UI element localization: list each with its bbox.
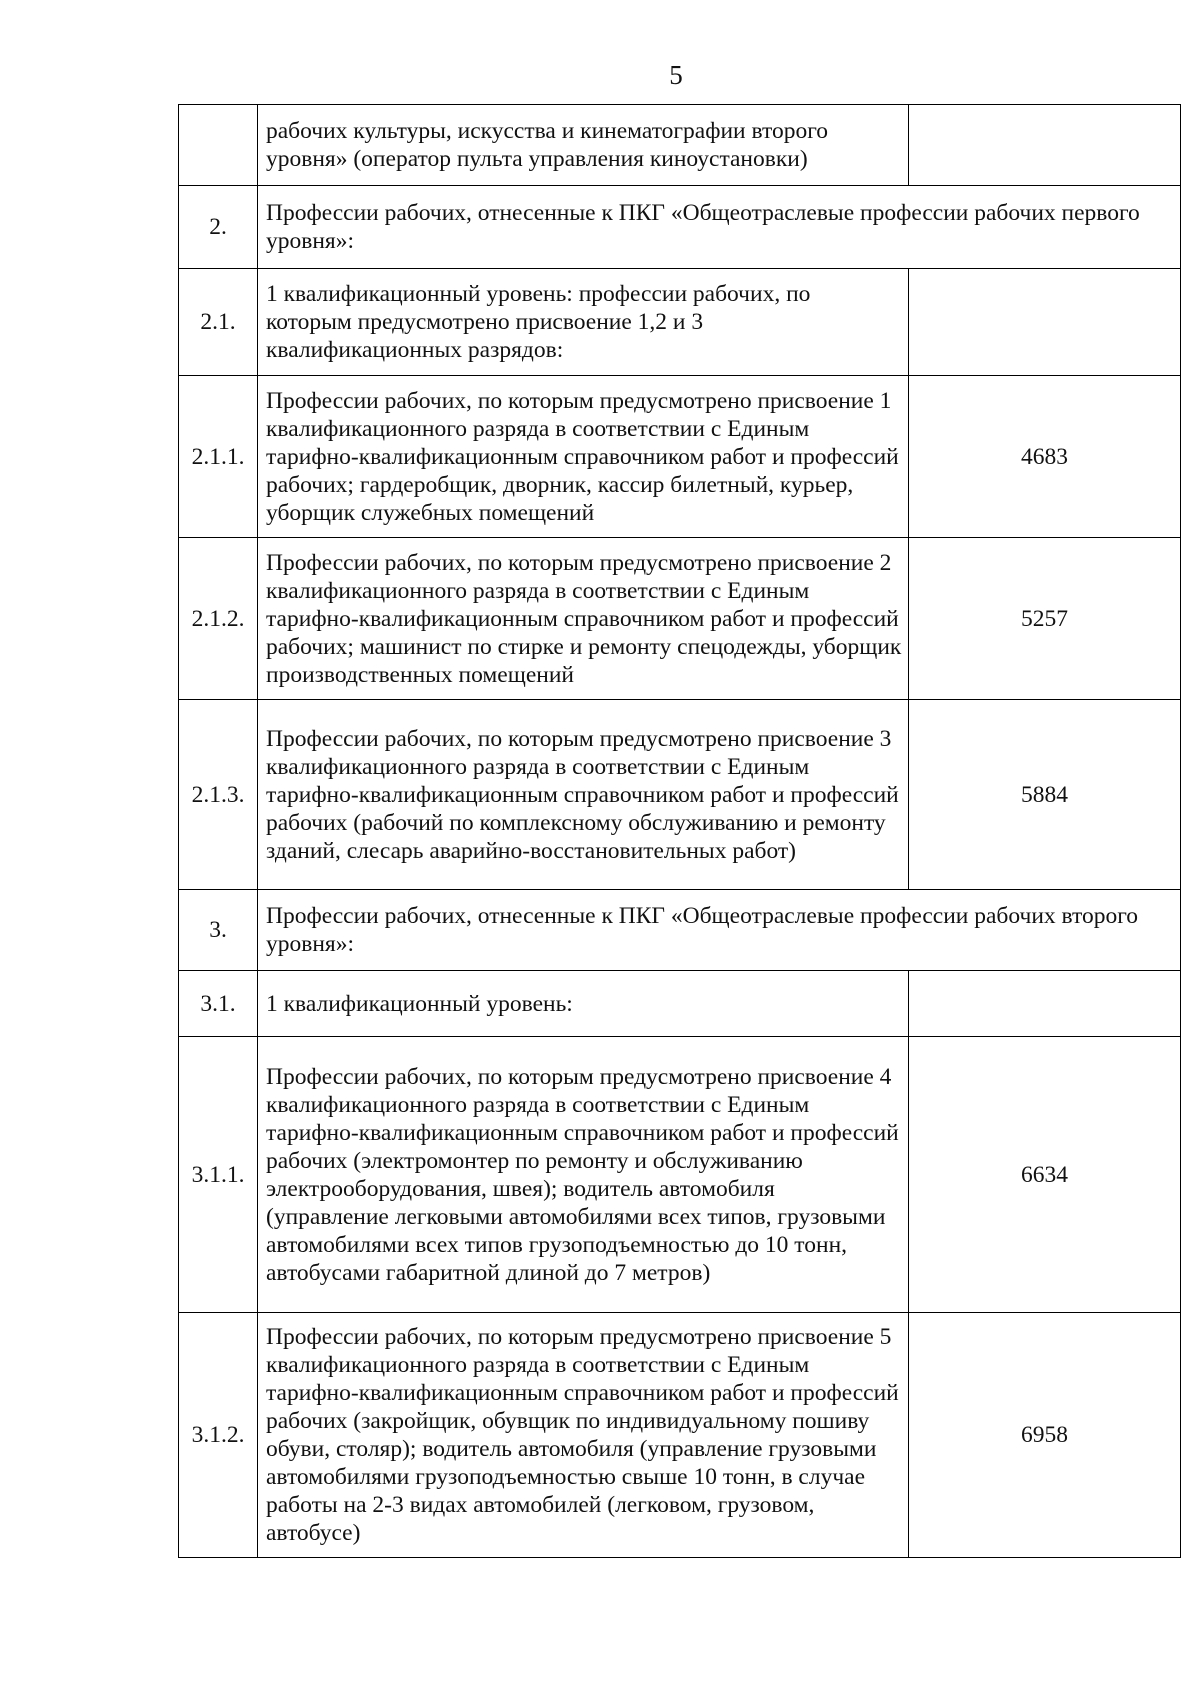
row-number: 3.1.1. bbox=[179, 1037, 258, 1313]
row-number: 2. bbox=[179, 186, 258, 269]
table-row bbox=[179, 376, 1181, 538]
row-description: Профессии рабочих, по которым предусмотрено присвоение 5 квалификационного разряда в соответствии с Единым тарифно-квалификационным справочником работ и профессий рабочих (закройщик, обувщик по индивидуальному пошиву обуви, столяр); водитель автомобиля (управление грузовыми автомобилями грузоподъемностью свыше 10 тонн, в случае работы на 2-3 видах автомобилей (легковом, грузовом, автобусе) bbox=[258, 1313, 909, 1558]
table-row bbox=[179, 890, 1181, 971]
salary-table bbox=[178, 104, 1181, 1558]
row-description: Профессии рабочих, по которым предусмотрено присвоение 1 квалификационного разряда в соответствии с Единым тарифно-квалификационным справочником работ и профессий рабочих; гардеробщик, дворник, кассир билетный, курьер, уборщик служебных помещений bbox=[258, 376, 909, 538]
table-row bbox=[179, 700, 1181, 890]
table-row bbox=[179, 269, 1181, 376]
row-description: Профессии рабочих, по которым предусмотрено присвоение 2 квалификационного разряда в соответствии с Единым тарифно-квалификационным справочником работ и профессий рабочих; машинист по стирке и ремонту спецодежды, уборщик производственных помещений bbox=[258, 538, 909, 700]
row-number: 2.1.2. bbox=[179, 538, 258, 700]
row-description: рабочих культуры, искусства и кинематографии второго уровня» (оператор пульта управления киноустановки) bbox=[258, 105, 909, 186]
row-description: Профессии рабочих, отнесенные к ПКГ «Общеотраслевые профессии рабочих второго уровня»: bbox=[258, 890, 1181, 971]
row-description: Профессии рабочих, отнесенные к ПКГ «Общеотраслевые профессии рабочих первого уровня»: bbox=[258, 186, 1181, 269]
row-salary bbox=[909, 971, 1181, 1037]
table-row bbox=[179, 186, 1181, 269]
row-description: 1 квалификационный уровень: профессии рабочих, по которым предусмотрено присвоение 1,2 и 3 квалификационных разрядов: bbox=[258, 269, 909, 376]
row-number bbox=[179, 105, 258, 186]
row-salary bbox=[909, 269, 1181, 376]
row-description: 1 квалификационный уровень: bbox=[258, 971, 909, 1037]
row-number: 3.1. bbox=[179, 971, 258, 1037]
row-salary: 6634 bbox=[909, 1037, 1181, 1313]
row-number: 2.1. bbox=[179, 269, 258, 376]
table-row bbox=[179, 105, 1181, 186]
page-number: 5 bbox=[669, 60, 683, 90]
table-row bbox=[179, 1037, 1181, 1313]
row-description: Профессии рабочих, по которым предусмотрено присвоение 3 квалификационного разряда в соответствии с Единым тарифно-квалификационным справочником работ и профессий рабочих (рабочий по комплексному обслуживанию и ремонту зданий, слесарь аварийно-восстановительных работ) bbox=[258, 700, 909, 890]
row-salary: 5884 bbox=[909, 700, 1181, 890]
row-number: 2.1.1. bbox=[179, 376, 258, 538]
row-number: 3.1.2. bbox=[179, 1313, 258, 1558]
row-salary: 4683 bbox=[909, 376, 1181, 538]
row-salary: 5257 bbox=[909, 538, 1181, 700]
row-description: Профессии рабочих, по которым предусмотрено присвоение 4 квалификационного разряда в соответствии с Единым тарифно-квалификационным справочником работ и профессий рабочих (электромонтер по ремонту и обслуживанию электрооборудования, швея); водитель автомобиля (управление легковыми автомобилями всех типов, грузовыми автомобилями всех типов грузоподъемностью до 10 тонн, автобусами габаритной длиной до 7 метров) bbox=[258, 1037, 909, 1313]
row-number: 3. bbox=[179, 890, 258, 971]
table-row bbox=[179, 1313, 1181, 1558]
table-row bbox=[179, 971, 1181, 1037]
row-number: 2.1.3. bbox=[179, 700, 258, 890]
table-row bbox=[179, 538, 1181, 700]
row-salary: 6958 bbox=[909, 1313, 1181, 1558]
row-salary bbox=[909, 105, 1181, 186]
